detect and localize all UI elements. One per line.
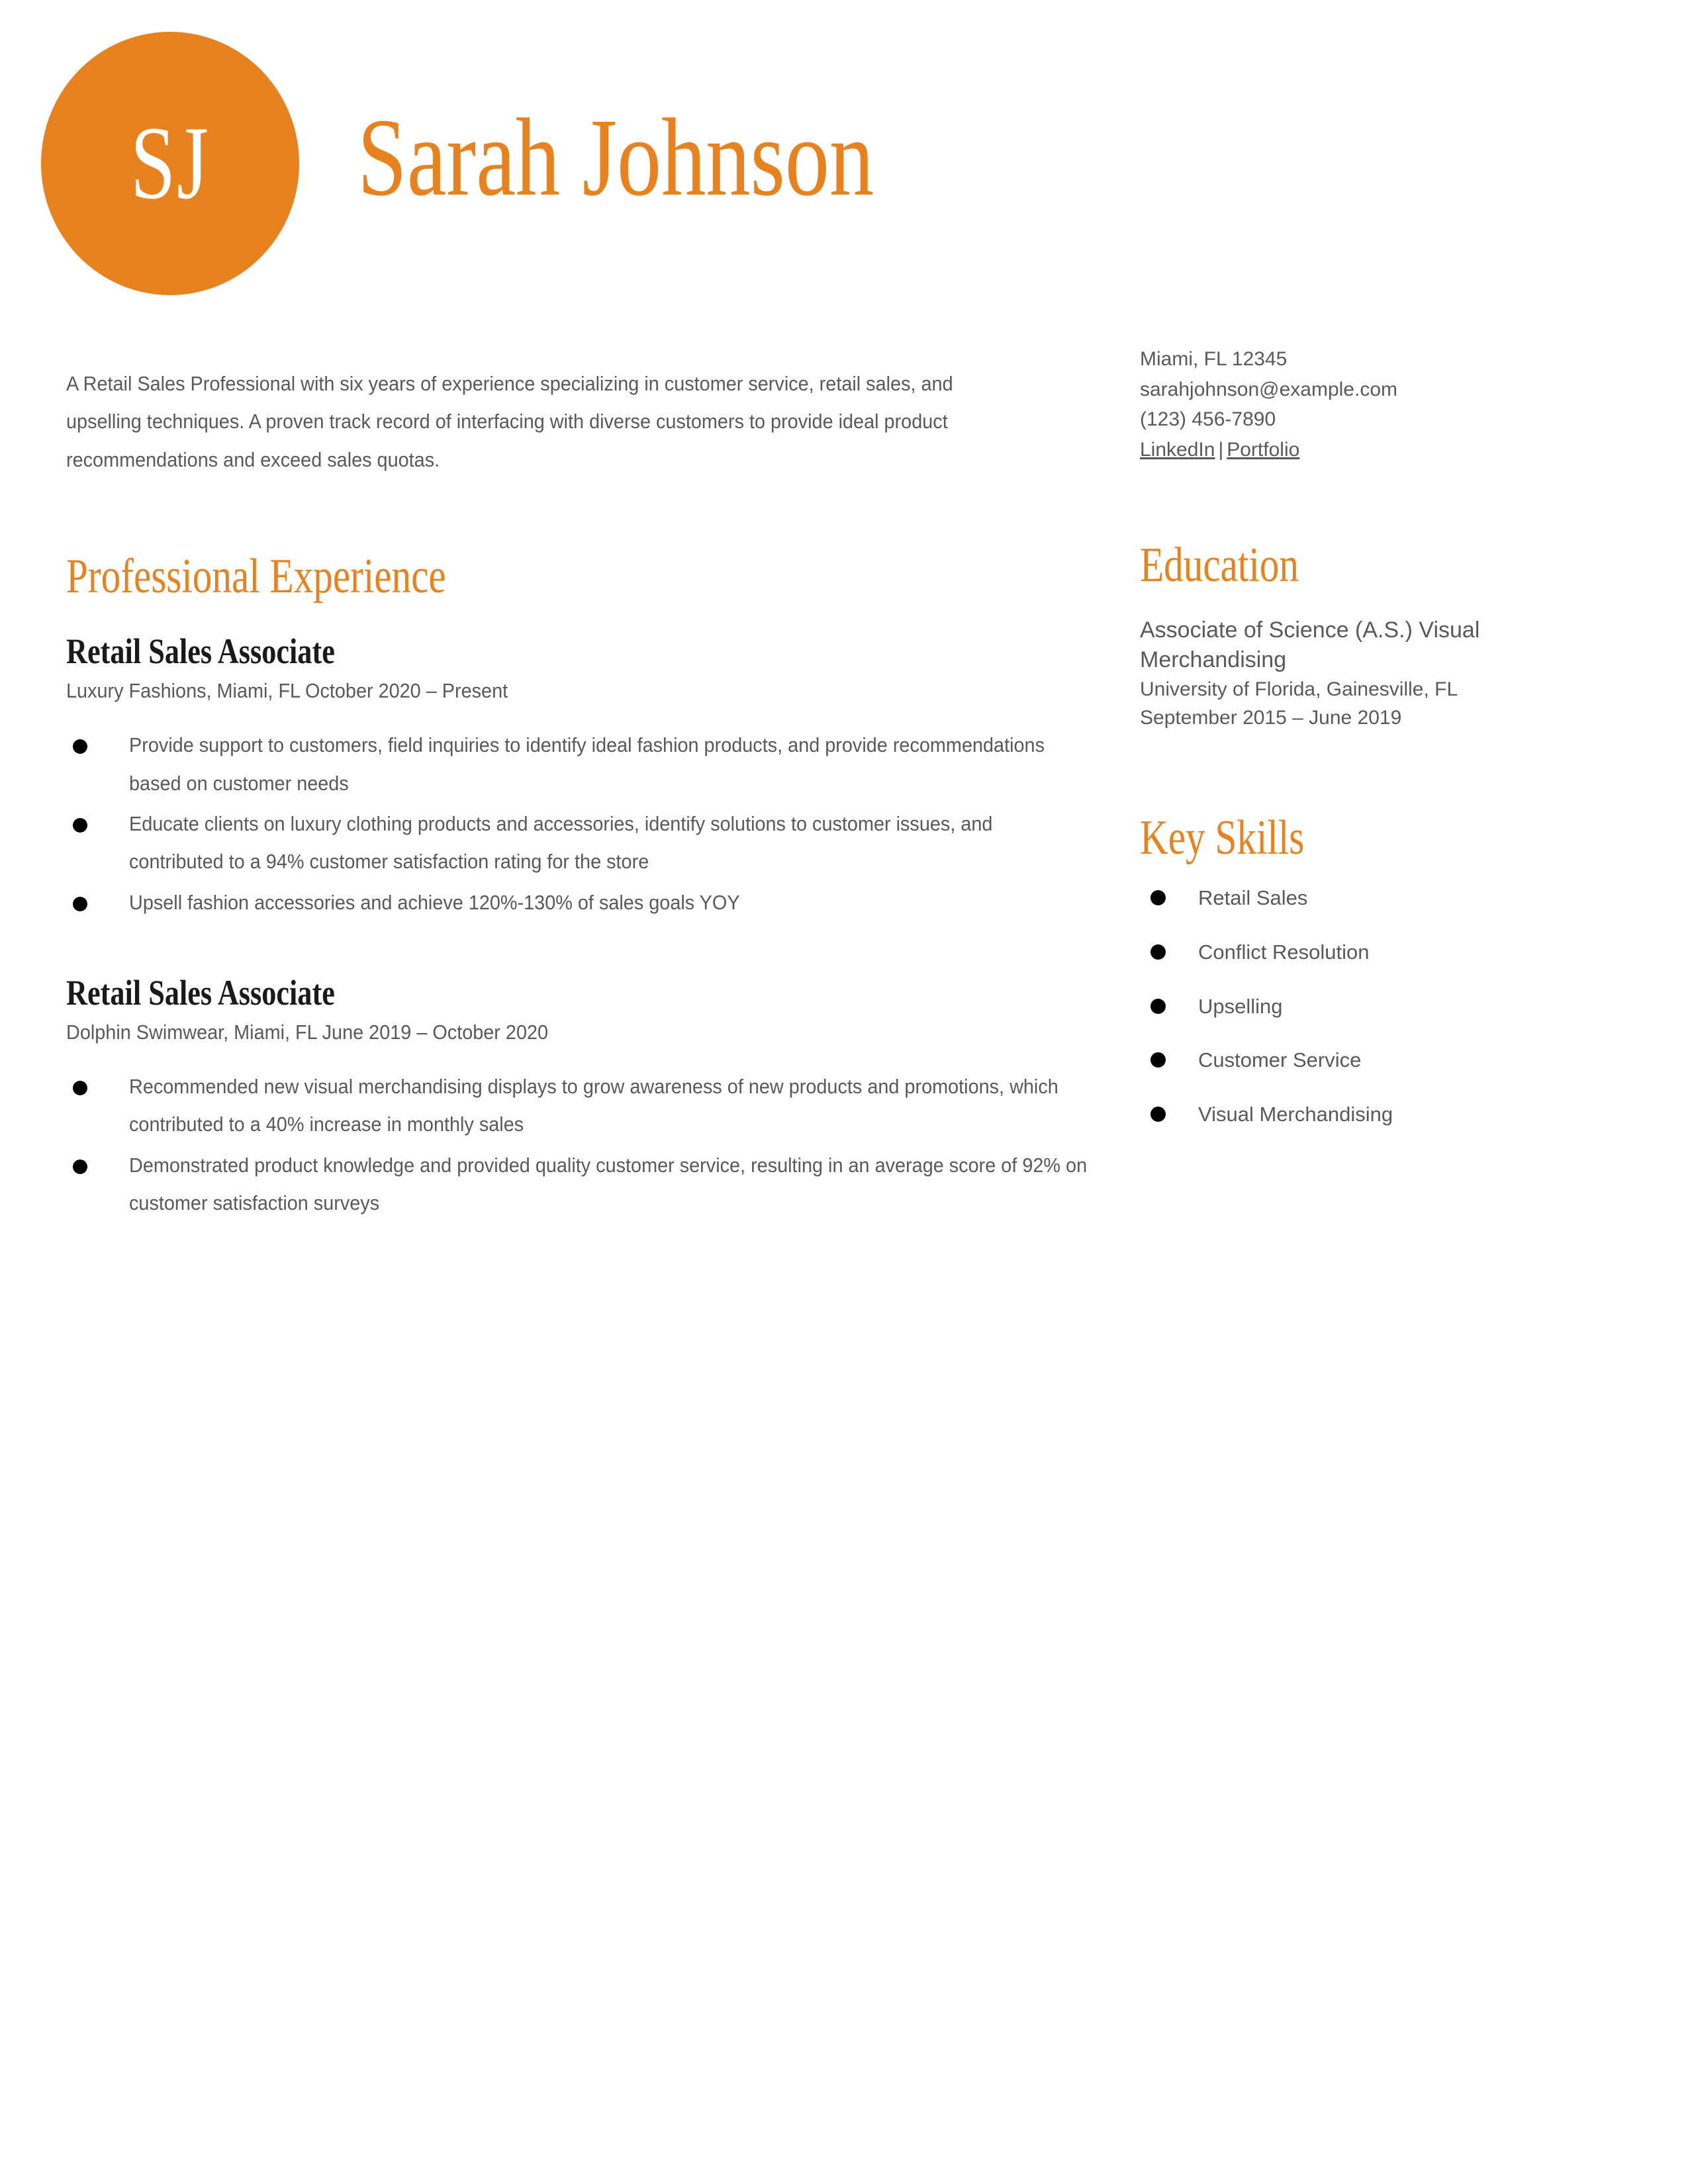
avatar-initials: SJ: [130, 105, 210, 221]
job-responsibilities-list: [66, 726, 1045, 921]
resume-header: [0, 0, 1688, 311]
bullet-text: Educate clients on luxury clothing products and accessories, identify solutions to customer issues, and contributed to a 94% customer satisfaction rating for the store: [129, 812, 993, 874]
link-separator: |: [1218, 438, 1224, 461]
education-degree: Associate of Science (A.S.) Visual Merchandising: [1140, 617, 1480, 672]
education-school: University of Florida, Gainesville, FL: [1140, 678, 1458, 700]
linkedin-link[interactable]: LinkedIn: [1140, 438, 1215, 461]
list-item: [66, 884, 1026, 921]
contact-phone: (123) 456-7890: [1140, 408, 1276, 431]
right-column: [1140, 344, 1603, 1156]
section-title-experience: Professional Experience: [66, 549, 446, 604]
left-column: [66, 344, 1088, 1228]
contact-block: [1140, 344, 1603, 465]
list-item: [66, 1068, 1058, 1144]
job-title: Retail Sales Associate: [66, 973, 335, 1013]
job-responsibilities-list: [66, 1068, 1088, 1222]
experience-entry: [66, 631, 1045, 921]
list-item: Customer Service: [1140, 1047, 1603, 1073]
portfolio-link[interactable]: Portfolio: [1227, 438, 1300, 461]
job-company-and-dates: Dolphin Swimwear, Miami, FL June 2019 – October 2020: [66, 1020, 549, 1044]
list-item: [66, 726, 1045, 802]
list-item: Visual Merchandising: [1140, 1101, 1603, 1128]
list-item: [66, 1146, 1088, 1222]
education-entry: [1140, 615, 1603, 732]
section-title-education: Education: [1140, 538, 1299, 593]
list-item: Conflict Resolution: [1140, 939, 1603, 966]
list-item: [66, 805, 1026, 881]
list-item: Upselling: [1140, 993, 1603, 1020]
bullet-text: Recommended new visual merchandising displays to grow awareness of new products and promotions, which contributed to a 40% increase in monthly sales: [129, 1075, 1058, 1136]
job-company-and-dates: Luxury Fashions, Miami, FL October 2020 – Present: [66, 678, 508, 702]
contact-email[interactable]: sarahjohnson@example.com: [1140, 378, 1397, 400]
contact-links: [1140, 435, 1603, 465]
bullet-text: Provide support to customers, field inquiries to identify ideal fashion products, and provide recommendations based on customer needs: [129, 733, 1045, 795]
bullet-text: Upsell fashion accessories and achieve 120%-130% of sales goals YOY: [129, 890, 740, 914]
section-title-key-skills: Key Skills: [1140, 810, 1305, 865]
experience-entry: [66, 973, 1088, 1222]
key-skills-list: [1140, 885, 1603, 1127]
list-item: Retail Sales: [1140, 885, 1603, 911]
avatar: [41, 32, 299, 295]
candidate-name: Sarah Johnson: [357, 96, 874, 219]
education-dates: September 2015 – June 2019: [1140, 706, 1402, 729]
professional-summary: A Retail Sales Professional with six years of experience specializing in customer service, retail sales, and upselling techniques. A proven track record of interfacing with diverse customers to provide ideal product recommendations and exceed sales quotas.: [66, 372, 953, 471]
contact-location: Miami, FL 12345: [1140, 348, 1288, 370]
job-title: Retail Sales Associate: [66, 631, 335, 672]
bullet-text: Demonstrated product knowledge and provided quality customer service, resulting in an average score of 92% on customer satisfaction surveys: [129, 1153, 1088, 1215]
